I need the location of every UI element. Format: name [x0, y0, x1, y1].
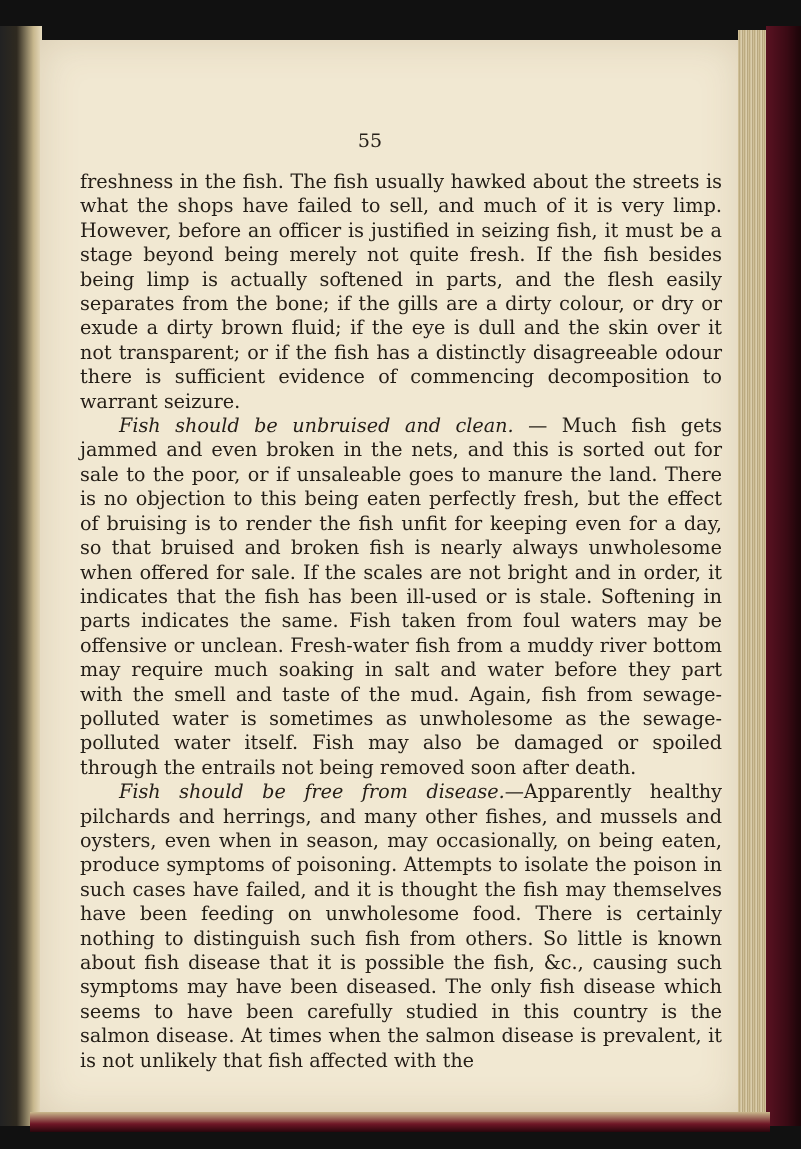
- paragraph-3: [80, 780, 722, 1073]
- page-number: 55: [357, 130, 383, 152]
- paragraph-2-heading: Fish should be unbruised and clean.: [119, 414, 514, 438]
- paragraph-1: [80, 170, 722, 414]
- paragraph-3-text: —Apparently healthy pilchards and herrings, and many other fishes, and mussels and oysters, even when in season, may occasionally, on being eaten, produce symptoms of poisoning. Attempts to isolate the poison in such cases have failed, and it is thought the fish may themselves have been feeding on unwholesome food. There is certainly nothing to distinguish such fish from others. So little is known about fish disease that it is possible the fish, &c., causing such symptoms may have been diseased. The only fish disease which seems to have been carefully studied in this country is the salmon disease. At times when the salmon disease is prevalent, it is not unlikely that fish affected with the: [80, 780, 723, 1072]
- paragraph-2-text: — Much fish gets jammed and even broken in the nets, and this is sorted out for sale to the poor, or if unsaleable goes to manure the land. There is no objection to this being eaten perfectly fresh, but the effect of bruising is to render the fish unfit for keeping even for a day, so that bruised and broken fish is nearly always unwholesome when offered for sale. If the scales are not bright and in order, it indicates that the fish has been ill-used or is stale. Softening in parts indicates the same. Fish taken from foul waters may be offensive or unclean. Fresh-water fish from a muddy river bottom may require much soaking in salt and water before they part with the smell and taste of the mud. Again, fish from sewage-polluted water is sometimes as unwholesome as the sewage-polluted water itself. Fish may also be damaged or spoiled through the entrails not being removed soon after death.: [80, 414, 723, 779]
- binding-gutter: [0, 26, 42, 1126]
- page-edges: [738, 30, 768, 1120]
- book-cover-edge: [766, 26, 801, 1126]
- paragraph-3-heading: Fish should be free from disease.: [119, 780, 505, 804]
- paragraph-2: [80, 414, 722, 780]
- paragraph-1-text: freshness in the fish. The fish usually hawked about the streets is what the shops have failed to sell, and much of it is very limp. However, before an officer is justified in seizing fish, it must be a stage beyond being merely not quite fresh. If the fish besides being limp is actually softened in parts, and the flesh easily separates from the bone; if the gills are a dirty colour, or dry or exude a dirty brown fluid; if the eye is dull and the skin over it not transparent; or if the fish has a distinctly disagreeable odour there is sufficient evidence of commencing decomposition to warrant seizure.: [80, 170, 722, 413]
- book-cover-bottom: [30, 1112, 770, 1132]
- body-text: [80, 170, 722, 1073]
